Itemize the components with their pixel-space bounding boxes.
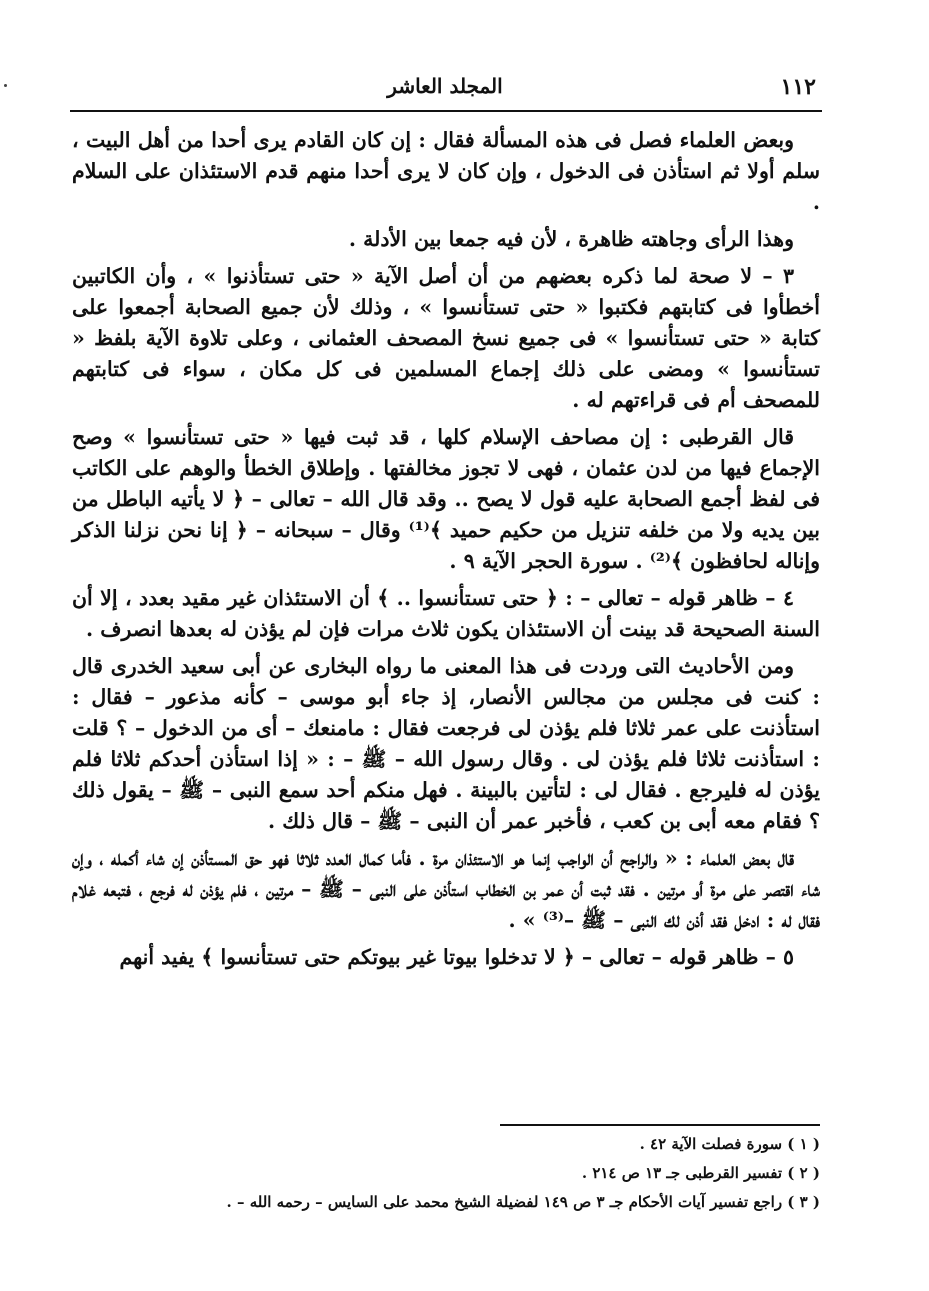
footnote-rule: [500, 1124, 820, 1126]
paragraph: ٤ – ظاهر قوله – تعالى – : ﴿ حتى تستأنسوا .. ﴾ أن الاستئذان غير مقيد بعدد ، إلا أن السنة الصحيحة قد بينت أن الاستئذان يكون ثلاث مرات فإن لم يؤذن له بعدها انصرف .: [72, 586, 820, 641]
footnote: ( ١ ) سورة فصلت الآية ٤٢ .: [639, 1135, 820, 1153]
header-rule: [70, 110, 822, 112]
paragraph: ٣ – لا صحة لما ذكره بعضهم من أن أصل الآية « حتى تستأذنوا » ، وأن الكاتبين أخطأوا فى كتابتهم فكتبوا « حتى تستأنسوا » ، وذلك لأن جميع الصحابة أجمعوا على كتابة « حتى تستأنسوا » فى جميع نسخ المصحف العثمانى ، وعلى تلاوة الآية بلفظ « تستأنسوا » ومضى على ذلك إجماع المسلمين فى كل مكان ، سواء فى كتابتهم للمصحف أم فى قراءتهم له .: [72, 264, 820, 412]
scan-speck: [4, 84, 7, 87]
footnotes: [100, 1130, 820, 1217]
running-title: المجلد العاشر: [387, 74, 503, 98]
page-header: [70, 68, 820, 110]
paragraph: وهذا الرأى وجاهته ظاهرة ، لأن فيه جمعا بين الأدلة .: [348, 227, 794, 251]
page-number: ١١٢: [780, 74, 816, 100]
footnote: ( ٣ ) راجع تفسير آيات الأحكام جـ ٣ ص ١٤٩ لفضيلة الشيخ محمد على السايس – رحمه الله – .: [226, 1193, 820, 1211]
footnote: ( ٢ ) تفسير القرطبى جـ ١٣ ص ٢١٤ .: [581, 1164, 820, 1182]
paragraph: قال القرطبى : إن مصاحف الإسلام كلها ، قد ثبت فيها « حتى تستأنسوا » وصح الإجماع فيها من لدن عثمان ، فهى لا تجوز مخالفتها . وإطلاق الخطأ والوهم على الكاتب فى لفظ أجمع الصحابة عليه قول لا يصح .. وقد قال الله – تعالى – ﴿ لا يأتيه الباطل من بين يديه ولا من خلفه تنزيل من حكيم حميد ﴾⁽¹⁾ وقال – سبحانه – ﴿ إنا نحن نزلنا الذكر وإناله لحافظون ﴾⁽²⁾ . سورة الحجر الآية ٩ .: [72, 425, 820, 573]
paragraph: قال بعض العلماء : « والراجح أن الواجب إنما هو الاستئذان مرة . فأما كمال العدد ثلاثا فهو حق المستأذن إن شاء أكمله ، وإن شاء اقتصر على مرة أو مرتين . فقد ثبت أن عمر بن الخطاب استأذن على النبى – ﷺ – مرتين ، فلم يؤذن له فرجع ، فتبعه غلام فقال له : ادخل فقد أذن لك النبى – ﷺ –⁽³⁾ » .: [72, 846, 820, 932]
paragraph: وبعض العلماء فصل فى هذه المسألة فقال : إن كان القادم يرى أحدا من أهل البيت ، سلم أولا ثم استأذن فى الدخول ، وإن كان لا يرى أحدا منهم قدم الاستئذان على السلام .: [72, 128, 820, 214]
main-text: [72, 125, 820, 979]
paragraph: ٥ – ظاهر قوله – تعالى – ﴿ لا تدخلوا بيوتا غير بيوتكم حتى تستأنسوا ﴾ يفيد أنهم: [119, 945, 794, 969]
paragraph: ومن الأحاديث التى وردت فى هذا المعنى ما رواه البخارى عن أبى سعيد الخدرى قال : كنت فى مجلس من مجالس الأنصار، إذ جاء أبو موسى – كأنه مذعور – فقال : استأذنت على عمر ثلاثا فلم يؤذن لى فرجعت فقال : مامنعك – أى من الدخول – ؟ قلت : استأذنت ثلاثا فلم يؤذن لى . وقال رسول الله – ﷺ – : « إذا استأذن أحدكم ثلاثا فلم يؤذن له فليرجع . فقال لى : لتأتين بالبينة . فهل منكم أحد سمع النبى – ﷺ – يقول ذلك ؟ فقام معه أبى بن كعب ، فأخبر عمر أن النبى – ﷺ – قال ذلك .: [72, 654, 820, 833]
